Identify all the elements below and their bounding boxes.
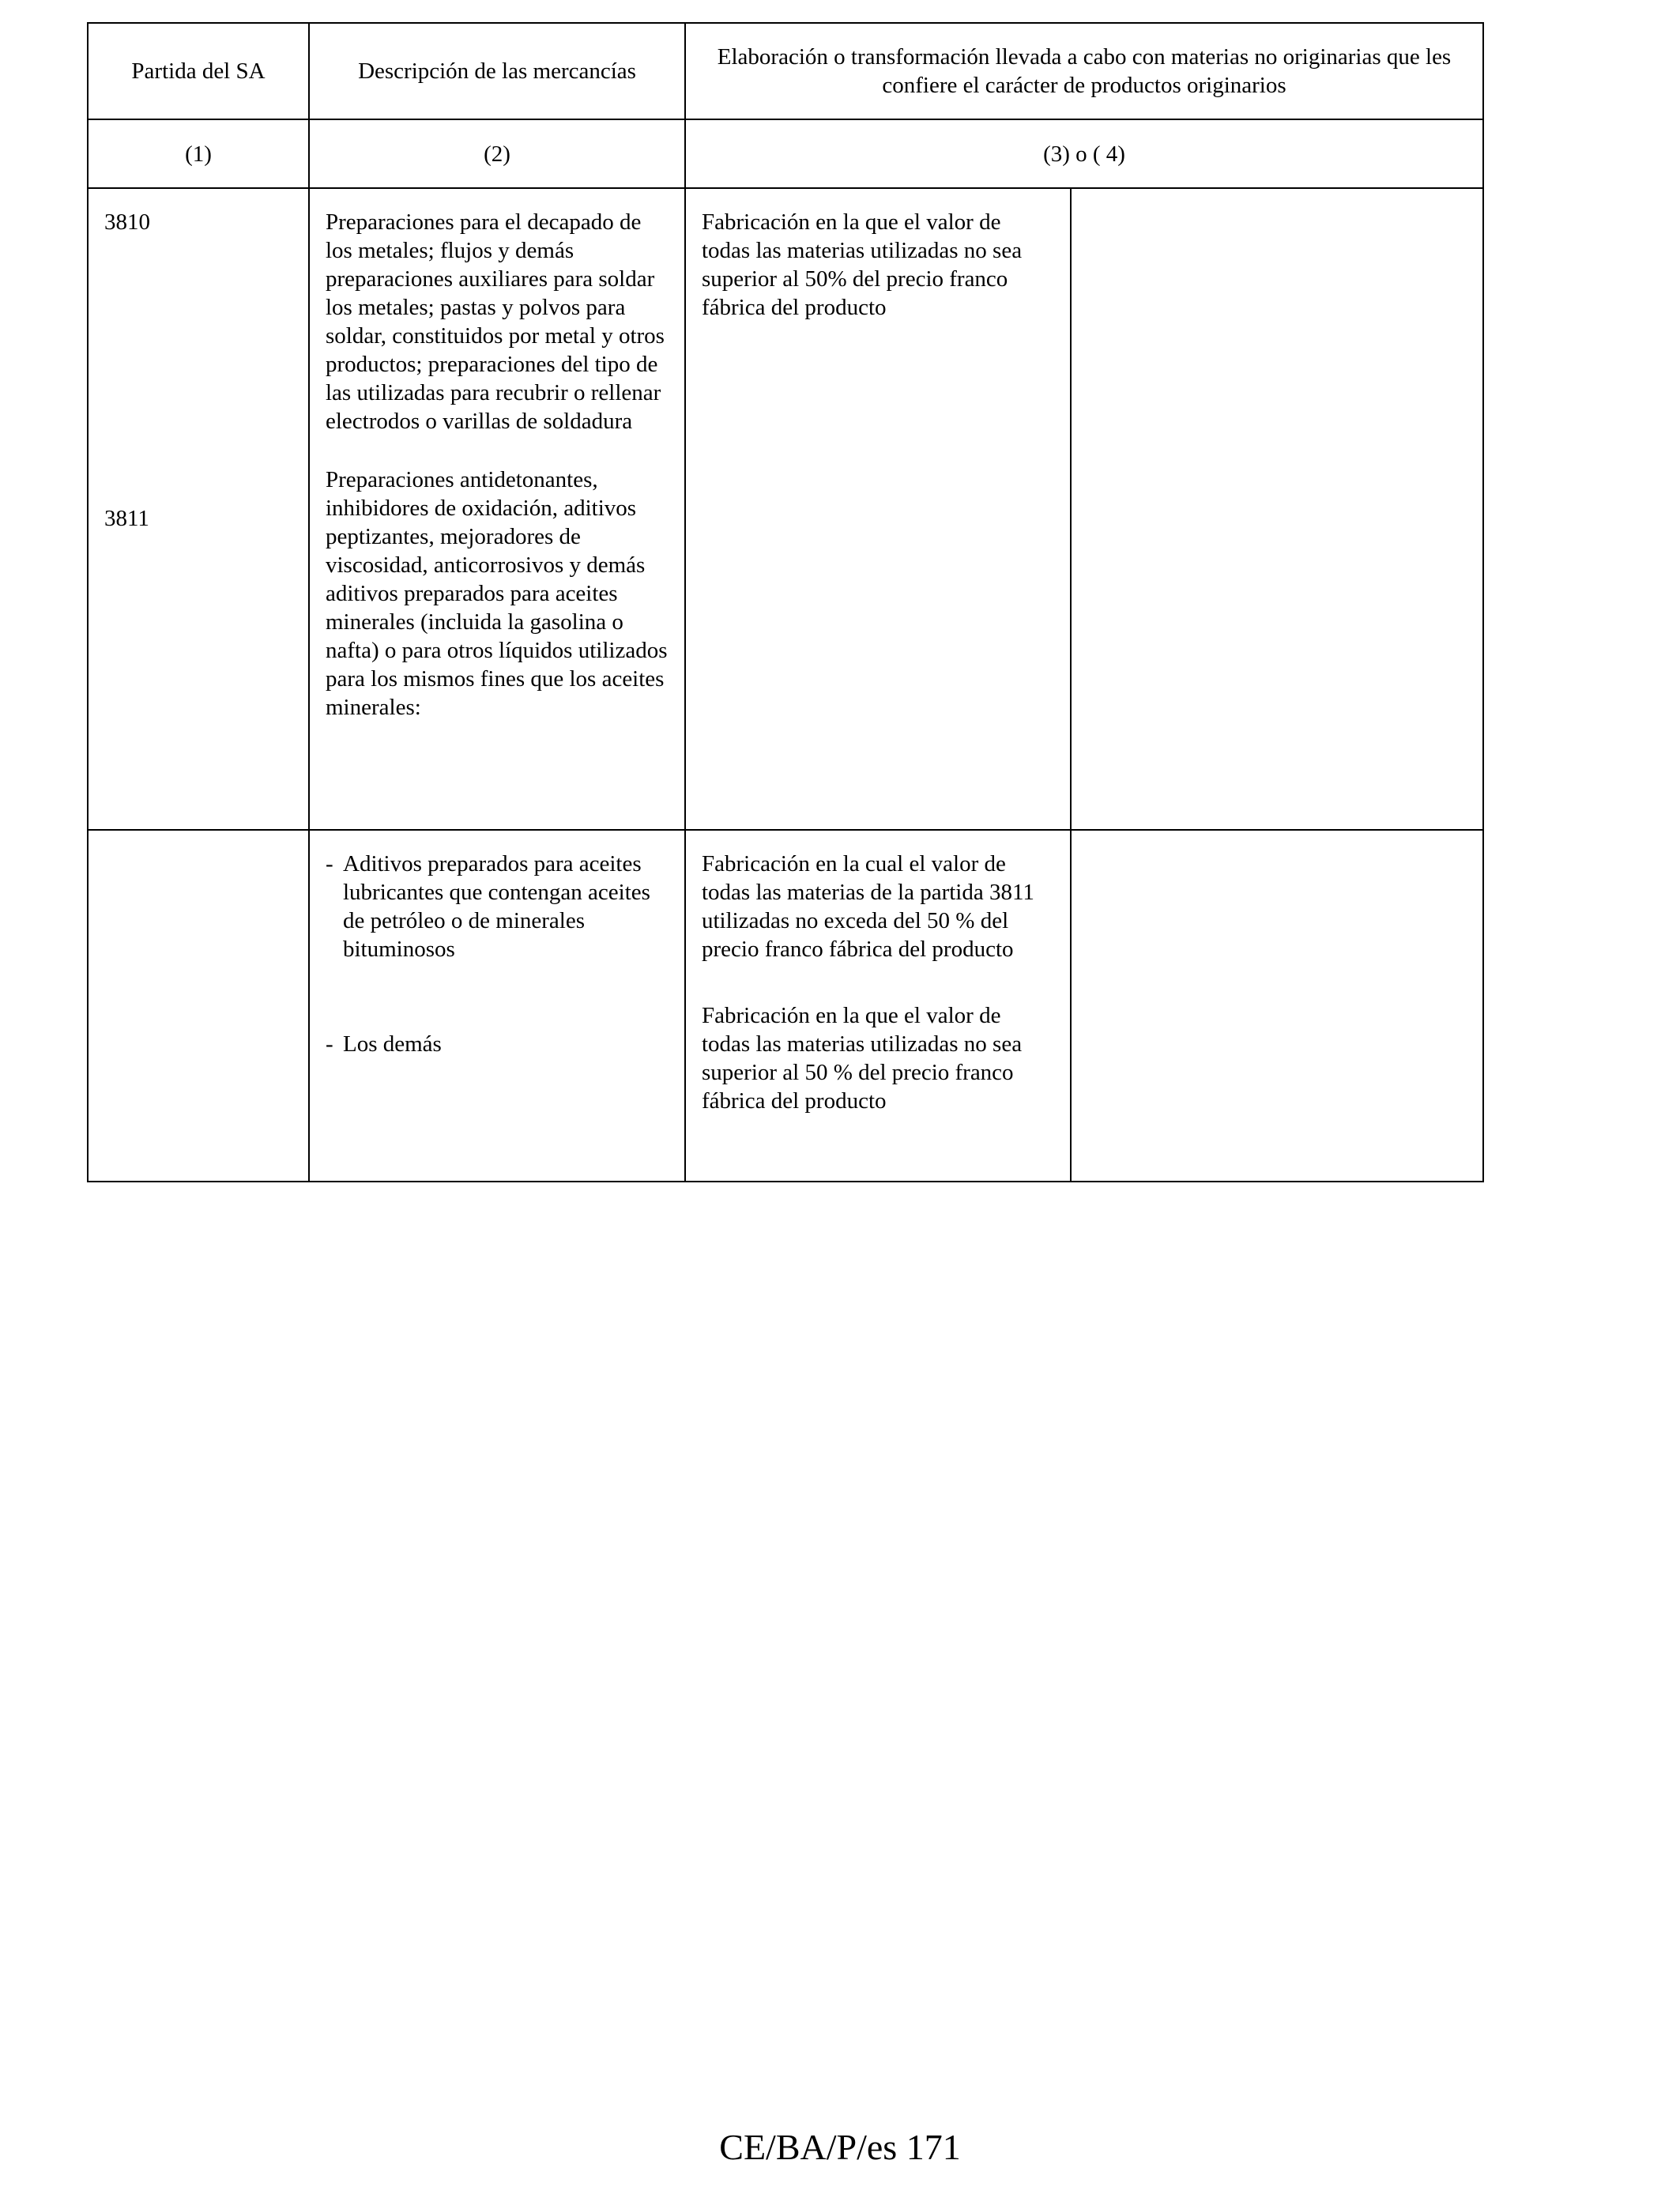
subheader-col1: (1) (88, 119, 309, 188)
rule-cell (685, 188, 1071, 830)
description-text: Preparaciones para el decapado de los metales; flujos y demás preparaciones auxiliares para soldar los metales; pastas y polvos para soldar, constituidos por metal y otros productos; preparaciones del tipo de las utilizadas para recubrir o rellenar electrodos o varillas de soldadura (326, 209, 665, 434)
rule-alt-cell (1071, 830, 1483, 1182)
table-row (88, 830, 1483, 1182)
hs-code: 3810 (104, 209, 150, 235)
list-item (326, 1030, 669, 1058)
subheader-row (88, 119, 1483, 188)
subheader-col2: (2) (309, 119, 685, 188)
header-row (88, 23, 1483, 119)
rule-text: Fabricación en la que el valor de todas las materias utilizadas no sea superior al 50 % del precio franco fábrica del producto (702, 1003, 1023, 1114)
hs-code: 3811 (104, 506, 149, 531)
list-item (326, 850, 669, 963)
description-cell (309, 188, 685, 830)
description-text: Aditivos preparados para aceites lubricantes que contengan aceites de petróleo o de minerales bituminosos (343, 851, 650, 962)
header-working-processing: Elaboración o transformación llevada a cabo con materias no originarias que les confiere el carácter de productos originarios (685, 23, 1483, 119)
dash-marker: - (326, 1031, 333, 1057)
page-reference: CE/BA/P/es 171 (719, 2127, 961, 2167)
spacer (326, 963, 669, 1030)
header-hs-heading: Partida del SA (88, 23, 309, 119)
rule-cell (685, 830, 1071, 1182)
description-text: Los demás (343, 1031, 442, 1057)
table-row (88, 188, 1483, 830)
header-description: Descripción de las mercancías (309, 23, 685, 119)
spacer (326, 435, 669, 466)
spacer (702, 963, 1054, 1001)
hs-code-cell (88, 188, 309, 830)
rule-alt-cell (1071, 188, 1483, 830)
hs-code-cell (88, 830, 309, 1182)
dash-marker: - (326, 851, 333, 876)
description-text: Preparaciones antidetonantes, inhibidores de oxidación, aditivos peptizantes, mejoradores de viscosidad, anticorrosivos y demás aditivos preparados para aceites minerales (incluida la gasolina o nafta) o para otros líquidos utilizados para los mismos fines que los aceites minerales: (326, 467, 668, 720)
rule-text: Fabricación en la que el valor de todas las materias utilizadas no sea superior al 50% del precio franco fábrica del producto (702, 209, 1023, 320)
spacer (104, 236, 292, 504)
origin-rules-table (87, 22, 1484, 1182)
rule-text: Fabricación en la cual el valor de todas las materias de la partida 3811 utilizadas no exceda del 50 % del precio franco fábrica del producto (702, 851, 1034, 962)
subheader-col34: (3) o ( 4) (685, 119, 1483, 188)
description-cell (309, 830, 685, 1182)
